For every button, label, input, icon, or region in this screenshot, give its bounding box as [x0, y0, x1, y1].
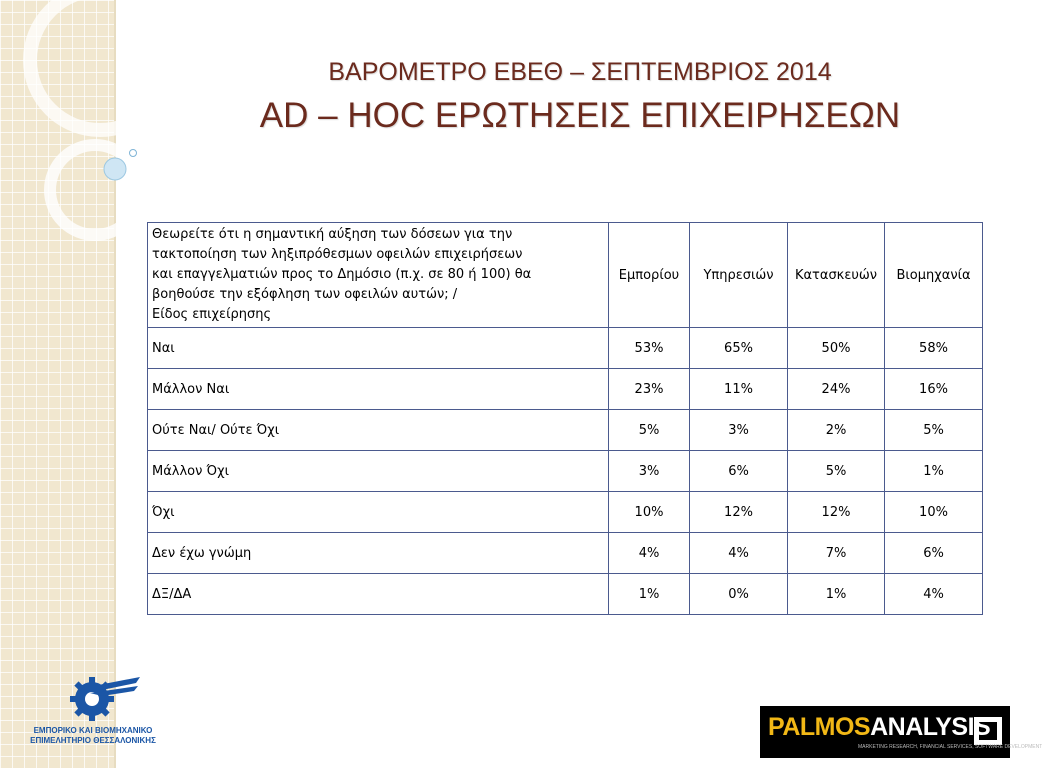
- cell-value: 65%: [690, 328, 788, 369]
- cell-value: 1%: [609, 574, 690, 615]
- table-row: [148, 328, 983, 369]
- cell-value: 4%: [885, 574, 983, 615]
- question-header: [148, 223, 609, 328]
- column-header-commerce: Εμπορίου: [609, 223, 690, 328]
- cell-value: 6%: [885, 533, 983, 574]
- cell-value: 1%: [788, 574, 885, 615]
- gear-wing-icon: [22, 671, 164, 726]
- cell-value: 24%: [788, 369, 885, 410]
- cell-value: 53%: [609, 328, 690, 369]
- question-line: και επαγγελματιών προς το Δημόσιο (π.χ. σε 80 ή 100) θα: [152, 267, 532, 282]
- survey-table: [147, 222, 983, 615]
- cell-value: 3%: [690, 410, 788, 451]
- column-header-industry: Βιομηχανία: [885, 223, 983, 328]
- cell-value: 16%: [885, 369, 983, 410]
- deco-ring-large: [30, 0, 170, 130]
- deco-bubble: [104, 158, 126, 180]
- deco-ring-small: [50, 145, 140, 235]
- cell-value: 7%: [788, 533, 885, 574]
- cell-value: 10%: [609, 492, 690, 533]
- decorative-circles: [0, 0, 150, 260]
- row-label: Ναι: [148, 328, 609, 369]
- cell-value: 6%: [690, 451, 788, 492]
- column-header-services: Υπηρεσιών: [690, 223, 788, 328]
- cell-value: 23%: [609, 369, 690, 410]
- table-row: [148, 451, 983, 492]
- cell-value: 1%: [885, 451, 983, 492]
- question-line: τακτοποίηση των ληξιπρόθεσμων οφειλών επιχειρήσεων: [152, 247, 523, 262]
- brand-tagline: MARKETING RESEARCH, FINANCIAL SERVICES, SOFTWARE DEVELOPMENT: [858, 744, 1042, 750]
- cell-value: 12%: [788, 492, 885, 533]
- cell-value: 4%: [690, 533, 788, 574]
- cell-value: 5%: [788, 451, 885, 492]
- cell-value: 12%: [690, 492, 788, 533]
- table-row: [148, 492, 983, 533]
- brand-name: [768, 713, 990, 742]
- square-mark-icon: [974, 717, 1002, 745]
- cell-value: 11%: [690, 369, 788, 410]
- slide-title-line2: AD – HOC ΕΡΩΤΗΣΕΙΣ ΕΠΙΧΕΙΡΗΣΕΩΝ: [259, 96, 901, 135]
- row-label: Μάλλον Όχι: [148, 451, 609, 492]
- cell-value: 3%: [609, 451, 690, 492]
- cell-value: 2%: [788, 410, 885, 451]
- chamber-logo: [22, 671, 164, 751]
- cell-value: 4%: [609, 533, 690, 574]
- deco-small-bubble: [130, 150, 137, 157]
- cell-value: 5%: [609, 410, 690, 451]
- question-line: Θεωρείτε ότι η σημαντική αύξηση των δόσεων για την: [152, 227, 513, 242]
- table-header-row: [148, 223, 983, 328]
- cell-value: 50%: [788, 328, 885, 369]
- row-label: Μάλλον Ναι: [148, 369, 609, 410]
- cell-value: 58%: [885, 328, 983, 369]
- row-label: Ούτε Ναι/ Ούτε Όχι: [148, 410, 609, 451]
- slide-title-line1: ΒΑΡΟΜΕΤΡΟ ΕΒΕΘ – ΣΕΠΤΕΜΒΡΙΟΣ 2014: [328, 58, 832, 86]
- cell-value: 0%: [690, 574, 788, 615]
- table-row: [148, 533, 983, 574]
- column-header-construction: Κατασκευών: [788, 223, 885, 328]
- chamber-name: [22, 726, 164, 746]
- question-line: Είδος επιχείρησης: [152, 307, 272, 322]
- brand-part1: PALMOS: [768, 713, 871, 741]
- table-row: [148, 410, 983, 451]
- chamber-name-line2: ΕΠΙΜΕΛΗΤΗΡΙΟ ΘΕΣΣΑΛΟΝΙΚΗΣ: [30, 736, 156, 745]
- brand-part2: ANALYSIS: [870, 713, 991, 741]
- cell-value: 10%: [885, 492, 983, 533]
- question-line: βοηθούσε την εξόφληση των οφειλών αυτών; /: [152, 287, 458, 302]
- cell-value: 5%: [885, 410, 983, 451]
- row-label: Όχι: [148, 492, 609, 533]
- table-row: [148, 574, 983, 615]
- row-label: ΔΞ/ΔΑ: [148, 574, 609, 615]
- chamber-name-line1: ΕΜΠΟΡΙΚΟ ΚΑΙ ΒΙΟΜΗΧΑΝΙΚΟ: [33, 726, 153, 735]
- palmos-analysis-logo: [760, 706, 1042, 758]
- row-label: Δεν έχω γνώμη: [148, 533, 609, 574]
- table-row: [148, 369, 983, 410]
